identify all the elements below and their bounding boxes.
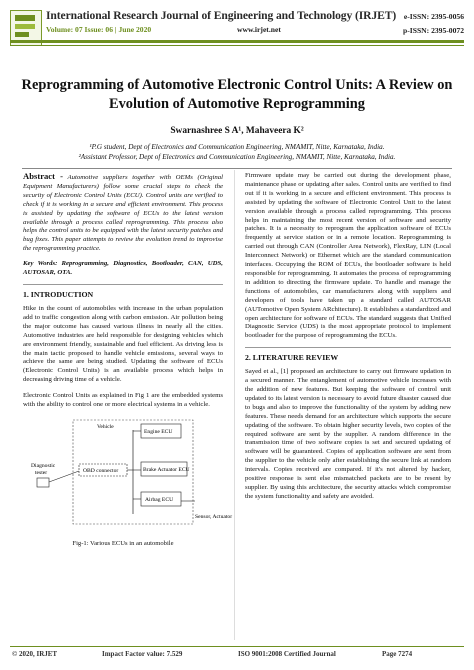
footer-iso: ISO 9001:2008 Certified Journal [238, 650, 336, 658]
issn-block [403, 10, 464, 38]
figure-caption: Fig-1: Various ECUs in an automobile [72, 539, 174, 547]
footer-page: Page 7274 [382, 650, 413, 658]
title-rule [22, 168, 452, 169]
intro-paragraph-1: Hike in the count of automobiles with increase in the urban population add to traffic congestion along with carbon emission. Air pollution being the major outcome has caused various illness in nearly all the cities. Automotive industries are held responsible for designing vehicles which are environment friendly, sustainable and fuel efficient. As driving less is the main tactic proposed to handle vehicle emissions, several ways to achieve the same are being studied. Updating the software of ECUs (Electronic Control Units) is an available process which helps in decreasing driving time of a vehicle. [23, 304, 223, 384]
header-rule-thin [10, 45, 464, 46]
footer-impact: Impact Factor value: 7.529 [102, 650, 183, 658]
volume-issue: Volume: 07 Issue: 06 | June 2020 [46, 25, 152, 34]
affiliation-2: ²Assistant Professor, Dept of Electronics and Communication Engineering, NMAMIT, Nitte, Karnataka, India. [78, 153, 396, 161]
keywords-text: : Reprogramming, Diagnostics, Bootloader, CAN, UDS, AUTOSAR, OTA. [23, 260, 223, 277]
section-heading-introduction: 1. INTRODUCTION [23, 289, 94, 299]
section-heading-literature: 2. LITERATURE REVIEW [245, 353, 339, 363]
affiliations [20, 142, 454, 162]
label-engine: Engine ECU [144, 428, 173, 435]
label-tester: tester [35, 469, 48, 476]
intro-paragraph-2: Electronic Control Units as explained in Fig 1 are the embedded systems with the ability to control one or more electrical systems in a vehicle. [23, 392, 223, 409]
section-rule-2 [245, 347, 451, 348]
paper-authors: Swarnashree S A¹, Mahaveera K² [170, 126, 304, 136]
keywords-label: Key Words [23, 260, 56, 268]
literature-paragraph-1: Sayed et al., [1] proposed an architecture to carry out firmware updation in a secured manner. The entanglement of automotive vehicle increases with the addition of new features. But keeping the software of control unit updated to its latest version is necessary to avoid future disaster caused due to bugs and also to improve the functionality of the system by adding new features. These needs demand for an architecture which supports the secure updating of the software. To obtain higher security levels, two copies of the required software are sent by the supplier. A random difference in the transmission time of two software copies is set and secured updating of software will be guaranteed. Copies of application software are sent from the supplier to the vehicle only after establishing the secure link at random intervals. Copies received are compared. If it's not altered by hacker, positive response is sent else mismatched packets are to be resent by supplier. By using this architecture, the security attacks which compromise the system functionality and safety are avoided. [245, 368, 451, 500]
tester-icon [37, 478, 49, 487]
header-rule [10, 40, 464, 43]
journal-header [0, 0, 474, 64]
label-brake: Brake Actuator ECU [143, 466, 190, 473]
abstract-text: Automotive suppliers together with OEMs (Original Equipment Manufacturers) follow some crucial steps to check the security of Electronic Control Units (ECU). Control units are verified to check if it is working in a secure and efficient environment. This process is assisted by updating the software of ECUs to the latest version available through a process called reprogramming. This process also helps the control units to be equipped with the latest security patches and bug fixes. This paper attempts to review the evolution trend to improvise the reprogramming practice. [23, 174, 223, 253]
journal-name: International Research Journal of Engineering and Technology (IRJET) [46, 9, 397, 22]
label-vehicle: Vehicle [97, 423, 114, 430]
label-obd: OBD connector [83, 467, 119, 474]
footer-rule [10, 646, 464, 647]
section-rule [23, 284, 223, 285]
eissn: e-ISSN: 2395-0056 [403, 12, 464, 21]
abstract-label: Abstract - [23, 171, 63, 181]
label-diagnostic: Diagnostic [31, 462, 56, 469]
right-column [245, 172, 451, 502]
tester-cable [49, 471, 79, 482]
journal-website[interactable]: www.irjet.net [237, 25, 281, 34]
label-airbag: Airbag ECU [145, 496, 174, 503]
paper-title: Reprogramming of Automotive Electronic Control Units: A Review on Evolution of Automotive Reprogramming [21, 77, 453, 112]
pissn: p-ISSN: 2395-0072 [403, 26, 464, 35]
keywords [23, 260, 223, 278]
right-paragraph-1: Firmware update may be carried out during the development phase, maintenance phase or updating after sales. Control units are verified to find out if it is working in a secure and efficient environment. This process is assisted by updating the software of Electronic Control Unit to the latest version available through a process called reprogramming. This process helps in maintaining the most recent version of software and security patches. It is a necessity to reprogram the application software of ECUs frequently at service station or in a remote location. Reprogramming is carried out through CAN (Controller Area Network), FlexRay, LIN (Local Interconnect Network) or Ethernet which are the standard communication interfaces. Occupying the ROM of ECUs, the bootloader software is held responsible for reprogramming. It automates the process of reprogramming in addition to directing the firmware update. To handle and manage the functions of automobiles, car manufacturers along with suppliers and developers of tools have taken up a standard called AUTOSAR (AUTomotive Open System ARchitecture). It establishes a standardized and open architecture for software of ECUs. The standard suggests that Unified Diagnostic Service (UDS) is the most appropriate protocol to implement bootloader for the purpose of reprogramming the ECUs. [245, 172, 451, 340]
figure-1 [23, 416, 233, 536]
abstract [23, 172, 223, 254]
footer-copyright: © 2020, IRJET [12, 650, 58, 658]
affiliation-1: ¹P.G student, Dept of Electronics and Communication Engineering, NMAMIT, Nitte, Karnataka, India. [89, 143, 385, 151]
column-divider [234, 170, 235, 640]
label-sensor: Sensor, Actuator [195, 513, 233, 520]
left-column [23, 171, 233, 547]
ecu-diagram [23, 416, 233, 528]
